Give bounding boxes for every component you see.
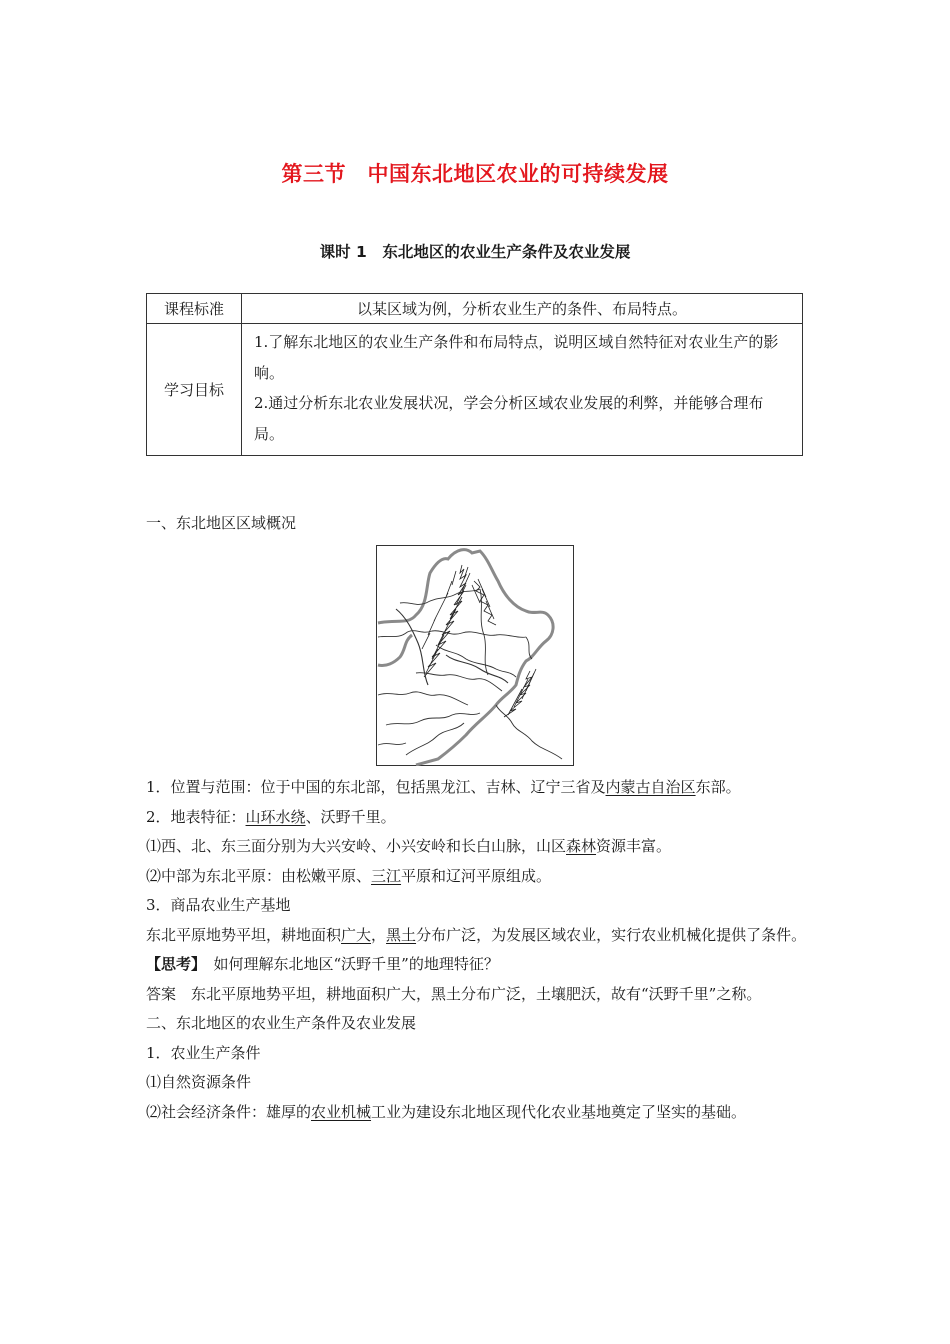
- paragraph: [146, 773, 822, 803]
- paragraph: ⑴自然资源条件: [146, 1073, 252, 1091]
- key-term: 森林: [566, 837, 597, 855]
- table-cell-standard: 以某区域为例，分析农业生产的条件、布局特点。: [242, 294, 803, 324]
- think-label: 【思考】: [146, 955, 199, 973]
- section-heading: 二、东北地区的农业生产条件及农业发展: [146, 1014, 417, 1032]
- goal-item: 1.了解东北地区的农业生产条件和布局特点，说明区域自然特征对农业生产的影响。: [254, 333, 779, 382]
- answer-paragraph: 答案 东北平原地势平坦，耕地面积广大，黑土分布广泛，土壤肥沃，故有“沃野千里”之称。: [146, 984, 762, 1003]
- text: 东部。: [695, 778, 741, 796]
- table-header-standard: 课程标准: [147, 294, 242, 324]
- text: ⑵社会经济条件：雄厚的: [146, 1102, 312, 1121]
- section-heading: 一、东北地区区域概况: [146, 514, 297, 532]
- key-term: 黑土: [386, 925, 417, 944]
- paragraph: 1．农业生产条件: [146, 1043, 261, 1062]
- key-term: 农业机械: [311, 1102, 372, 1121]
- key-term: 三江: [371, 866, 402, 885]
- text: 东北平原地势平坦，耕地面积: [146, 925, 342, 944]
- table-cell-goals: [242, 324, 803, 456]
- text: 分布广泛，为发展区域农业，实行农业机械化提供了条件。: [416, 925, 807, 944]
- curriculum-table: [146, 293, 803, 456]
- page-title: 第三节 中国东北地区农业的可持续发展: [281, 162, 669, 186]
- text: 资源丰富。: [596, 837, 672, 855]
- text: 如何理解东北地区“沃野千里”的地理特征？: [198, 955, 499, 973]
- key-term: 内蒙古自治区: [605, 778, 696, 796]
- key-term: 广大: [341, 925, 372, 944]
- paragraph: [146, 921, 822, 951]
- paragraph: [146, 832, 822, 862]
- table-row: [147, 294, 803, 324]
- paragraph: 3．商品农业生产基地: [146, 896, 291, 914]
- text: ，: [371, 925, 387, 944]
- paragraph: [146, 803, 822, 833]
- text: 工业为建设东北地区现代化农业基地奠定了坚实的基础。: [371, 1102, 747, 1121]
- key-term: 山环水绕: [245, 807, 306, 826]
- think-question: [146, 950, 822, 980]
- text: 平原和辽河平原组成。: [401, 866, 552, 885]
- text: ⑴西、北、东三面分别为大兴安岭、小兴安岭和长白山脉，山区: [146, 837, 567, 855]
- goal-item: 2.通过分析东北农业发展状况，学会分析区域农业发展的利弊，并能够合理布局。: [254, 394, 764, 443]
- table-row: [147, 324, 803, 456]
- section-1-body: [146, 773, 822, 1127]
- text: 、沃野千里。: [305, 807, 396, 826]
- lesson-subtitle: 课时 1 东北地区的农业生产条件及农业发展: [319, 243, 631, 261]
- text: ⑵中部为东北平原：由松嫩平原、: [146, 866, 372, 885]
- paragraph: [146, 1098, 822, 1128]
- paragraph: [146, 862, 822, 892]
- section-1-heading-block: [146, 509, 822, 539]
- text: 2．地表特征：: [146, 807, 246, 826]
- text: 1．位置与范围：位于中国的东北部，包括黑龙江、吉林、辽宁三省及: [146, 778, 606, 796]
- northeast-china-map: [376, 545, 574, 766]
- table-header-goals: 学习目标: [147, 324, 242, 456]
